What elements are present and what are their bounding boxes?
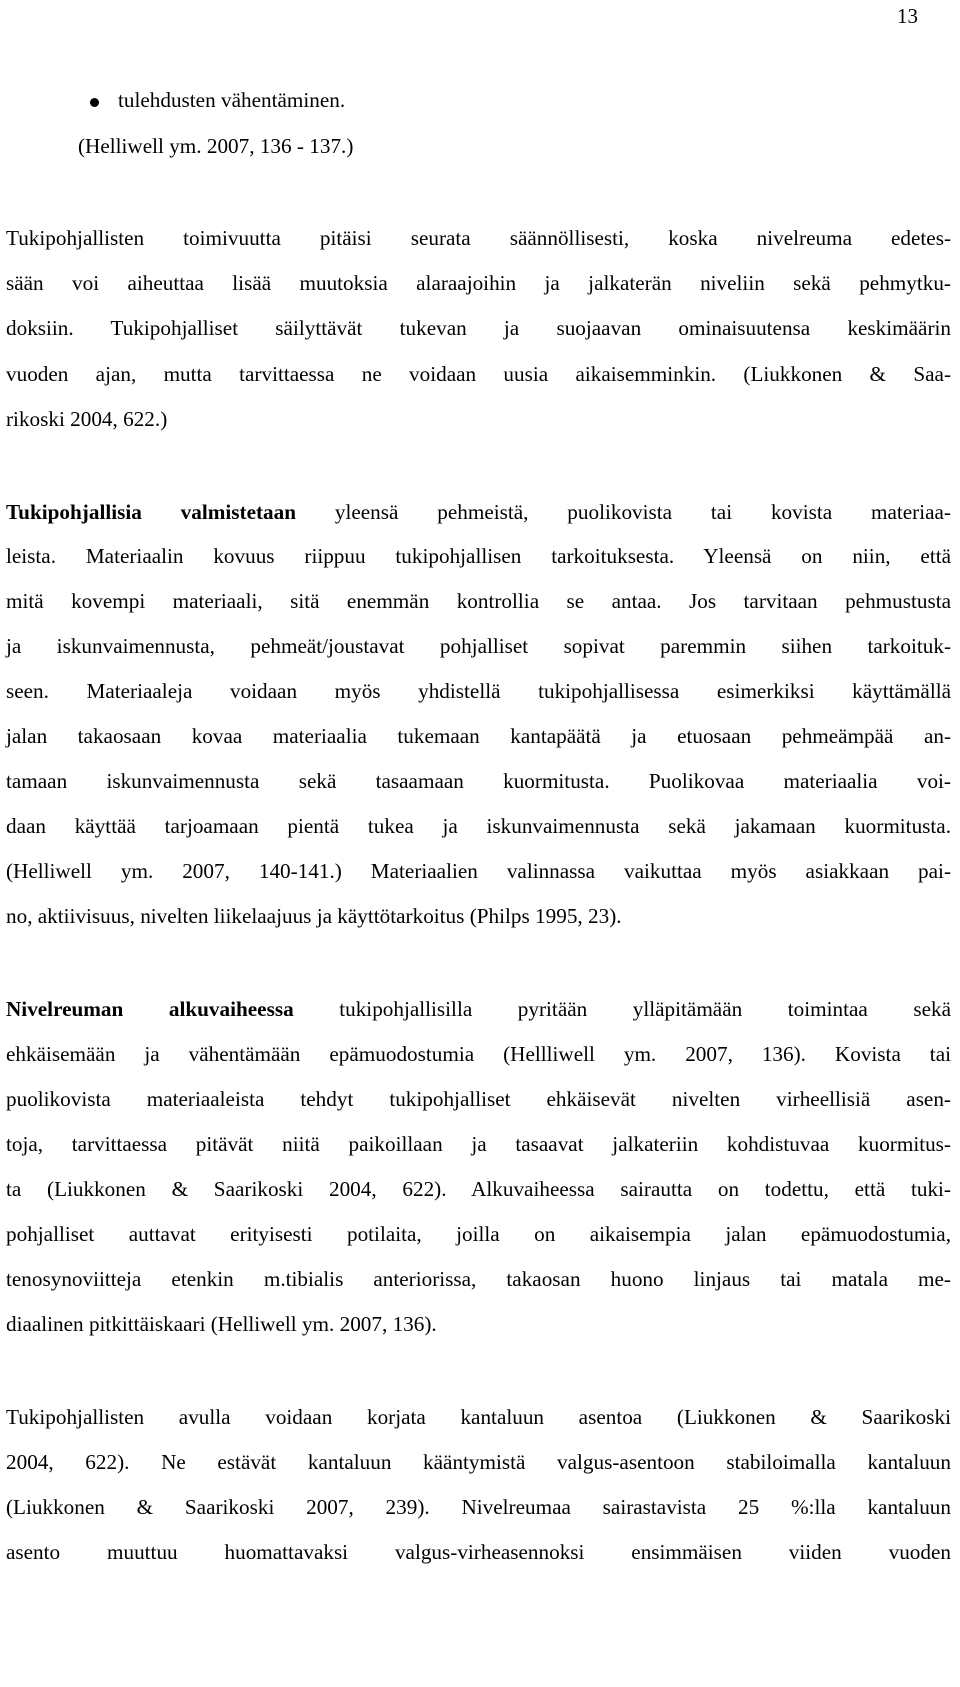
paragraph-3-line: pohjalliset auttavat erityisesti potilaita, joilla on aikaisempia jalan epämuodostumia,	[6, 1222, 951, 1246]
paragraph-1-line: doksiin. Tukipohjalliset säilyttävät tukevan ja suojaavan ominaisuutensa keskimäärin	[6, 316, 951, 340]
paragraph-1-line: sään voi aiheuttaa lisää muutoksia alaraajoihin ja jalkaterän niveliin sekä pehmytku-	[6, 271, 951, 295]
paragraph-3-line-rest: tukipohjallisilla pyritään ylläpitämään toimintaa sekä	[293, 997, 951, 1021]
page-number: 13	[897, 4, 918, 28]
paragraph-2-line: ja iskunvaimennusta, pehmeät/joustavat pohjalliset sopivat paremmin siihen tarkoituk-	[6, 634, 951, 658]
paragraph-2-line: seen. Materiaaleja voidaan myös yhdistellä tukipohjallisessa esimerkiksi käyttämällä	[6, 679, 951, 703]
paragraph-2-line: mitä kovempi materiaali, sitä enemmän kontrollia se antaa. Jos tarvitaan pehmustusta	[6, 589, 951, 613]
paragraph-3-line: ehkäisemään ja vähentämään epämuodostumia (Hellliwell ym. 2007, 136). Kovista tai	[6, 1042, 951, 1066]
paragraph-2-bold-lead: Tukipohjallisia valmistetaan	[6, 500, 297, 524]
paragraph-1-line: Tukipohjallisten toimivuutta pitäisi seurata säännöllisesti, koska nivelreuma edetes-	[6, 226, 951, 250]
bullet-citation: (Helliwell ym. 2007, 136 - 137.)	[78, 134, 354, 158]
bullet-icon	[90, 98, 99, 107]
paragraph-4-line: Tukipohjallisten avulla voidaan korjata kantaluun asentoa (Liukkonen & Saarikoski	[6, 1405, 951, 1429]
bullet-item-text: tulehdusten vähentäminen.	[118, 88, 346, 112]
paragraph-2-line: no, aktiivisuus, nivelten liikelaajuus ja käyttötarkoitus (Philps 1995, 23).	[6, 904, 622, 928]
paragraph-2-first-line	[6, 498, 951, 526]
paragraph-3-first-line	[6, 995, 951, 1023]
paragraph-3-line: tenosynoviitteja etenkin m.tibialis anteriorissa, takaosan huono linjaus tai matala me-	[6, 1267, 951, 1291]
paragraph-3-line: puolikovista materiaaleista tehdyt tukipohjalliset ehkäisevät nivelten virheellisiä asen-	[6, 1087, 951, 1111]
paragraph-1-line: rikoski 2004, 622.)	[6, 407, 168, 431]
paragraph-2-line: (Helliwell ym. 2007, 140-141.) Materiaalien valinnassa vaikuttaa myös asiakkaan pai-	[6, 859, 951, 883]
paragraph-4-line: 2004, 622). Ne estävät kantaluun kääntymistä valgus-asentoon stabiloimalla kantaluun	[6, 1450, 951, 1474]
paragraph-2-line: tamaan iskunvaimennusta sekä tasaamaan kuormitusta. Puolikovaa materiaalia voi-	[6, 769, 951, 793]
paragraph-3-bold-lead: Nivelreuman alkuvaiheessa	[6, 997, 294, 1021]
paragraph-2-line-rest: yleensä pehmeistä, puolikovista tai kovista materiaa-	[296, 500, 951, 524]
paragraph-3-line: diaalinen pitkittäiskaari (Helliwell ym. 2007, 136).	[6, 1312, 437, 1336]
paragraph-3-line: ta (Liukkonen & Saarikoski 2004, 622). Alkuvaiheessa sairautta on todettu, että tuki-	[6, 1177, 951, 1201]
paragraph-3-line: toja, tarvittaessa pitävät niitä paikoillaan ja tasaavat jalkateriin kohdistuvaa kuormitus-	[6, 1132, 951, 1156]
paragraph-2-line: leista. Materiaalin kovuus riippuu tukipohjallisen tarkoituksesta. Yleensä on niin, että	[6, 544, 951, 568]
paragraph-4-line: asento muuttuu huomattavaksi valgus-virheasennoksi ensimmäisen viiden vuoden	[6, 1540, 951, 1564]
paragraph-2-line: jalan takaosaan kovaa materiaalia tukemaan kantapäätä ja etuosaan pehmeämpää an-	[6, 724, 951, 748]
paragraph-2-line: daan käyttää tarjoamaan pientä tukea ja iskunvaimennusta sekä jakamaan kuormitusta.	[6, 814, 951, 838]
paragraph-4-line: (Liukkonen & Saarikoski 2007, 239). Nivelreumaa sairastavista 25 %:lla kantaluun	[6, 1495, 951, 1519]
paragraph-1-line: vuoden ajan, mutta tarvittaessa ne voidaan uusia aikaisemminkin. (Liukkonen & Saa-	[6, 362, 951, 386]
